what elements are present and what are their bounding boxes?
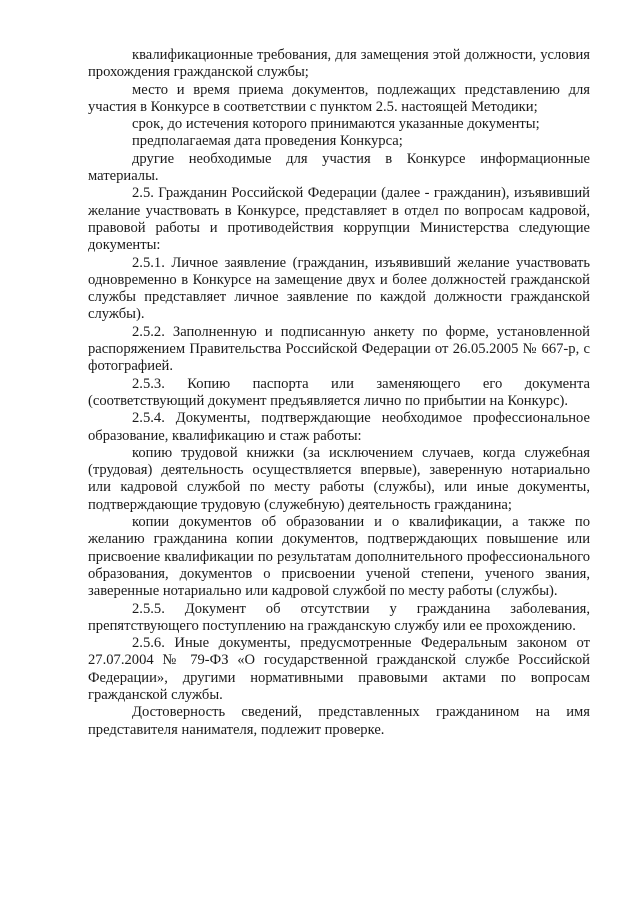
paragraph-education-copies: копии документов об образовании и о квалификации, а также по желанию гражданина копии документов, подтверждающих повышение или присвоение квалификации по результатам дополнительного профессионального образования, документов о присвоении ученой степени, ученого звания, заверенные нотариально или кадровой службой по месту работы (службы). <box>88 514 590 600</box>
paragraph-other-materials: другие необходимые для участия в Конкурсе информационные материалы. <box>88 150 590 185</box>
paragraph-2-5-5: 2.5.5. Документ об отсутствии у гражданина заболевания, препятствующего поступлению на гражданскую службу или ее прохождению. <box>88 600 590 634</box>
paragraph-qualification-requirements: квалификационные требования, для замещения этой должности, условия прохождения гражданской службы; <box>88 47 590 81</box>
document-body <box>88 47 590 739</box>
paragraph-2-5-2: 2.5.2. Заполненную и подписанную анкету по форме, установленной распоряжением Правительства Российской Федерации от 26.05.2005 № 667-р, с фотографией. <box>88 323 590 375</box>
paragraph-contest-date: предполагаемая дата проведения Конкурса; <box>132 133 403 150</box>
paragraph-deadline: срок, до истечения которого принимаются указанные документы; <box>132 116 540 133</box>
paragraph-work-record-copy: копию трудовой книжки (за исключением случаев, когда служебная (трудовая) деятельность осуществляется впервые), заверенную нотариально или кадровой службой по месту работы (службы), или иные документы, подтверждающие трудовую (служебную) деятельность гражданина; <box>88 444 590 513</box>
paragraph-2-5-3: 2.5.3. Копию паспорта или заменяющего его документа (соответствующий документ предъявляется лично по прибытии на Конкурс). <box>88 375 590 409</box>
paragraph-place-and-time: место и время приема документов, подлежащих представлению для участия в Конкурсе в соответствии с пунктом 2.5. настоящей Методики; <box>88 81 590 115</box>
paragraph-2-5-1: 2.5.1. Личное заявление (гражданин, изъявивший желание участвовать одновременно в Конкурсе на замещение двух и более должностей гражданской службы представляет личное заявление по каждой должности гражданской службы). <box>88 254 590 323</box>
paragraph-2-5: 2.5. Гражданин Российской Федерации (далее - гражданин), изъявивший желание участвовать в Конкурсе, представляет в отдел по вопросам кадровой, правовой работы и противодействия коррупции Министерства следующие документы: <box>88 185 590 254</box>
paragraph-verification: Достоверность сведений, представленных гражданином на имя представителя нанимателя, подлежит проверке. <box>88 704 590 738</box>
paragraph-2-5-4: 2.5.4. Документы, подтверждающие необходимое профессиональное образование, квалификацию и стаж работы: <box>88 410 590 444</box>
paragraph-2-5-6: 2.5.6. Иные документы, предусмотренные Федеральным законом от 27.07.2004 № 79-ФЗ «О государственной гражданской службе Российской Федерации», другими нормативными правовыми актами по вопросам гражданской службы. <box>88 635 590 703</box>
